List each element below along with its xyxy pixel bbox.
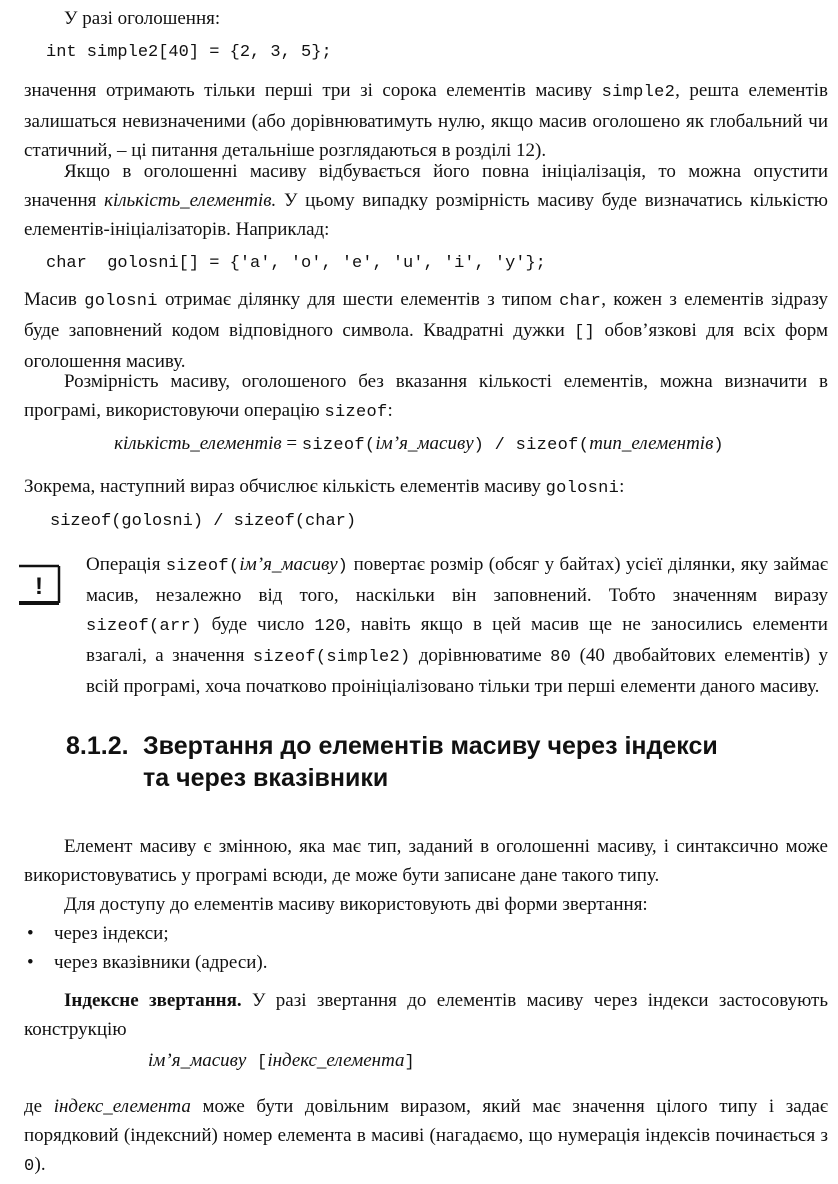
formula-operator: = [281, 433, 302, 454]
italic-term: ім’я_масиву [239, 554, 338, 575]
bullet-icon: • [27, 952, 34, 973]
bullet-icon: • [27, 923, 34, 944]
text-run: (40 двобайтових елементів) у всій програмі, хоча початково проініціалізовано тільки три перші елементи даного масиву. [86, 645, 829, 697]
text-run: Масив [24, 289, 85, 310]
bold-term: Індексне звертання. [64, 990, 242, 1011]
text-run: повертає розмір (обсяг у байтах) усієї ділянки, яку займає масив, незалежно від того, наскільки він заповнений. Тобто значенням виразу [86, 554, 828, 606]
text-run: дорівнюватиме [410, 645, 551, 666]
paragraph-index-explanation [24, 1092, 828, 1181]
list-item-text: через індекси; [54, 923, 169, 944]
formula-code: [ [246, 1053, 268, 1072]
text-run: : [387, 400, 393, 421]
paragraph-simple2-explanation [24, 76, 828, 165]
formula-element-count [0, 430, 838, 460]
paragraph-access-forms [24, 890, 828, 919]
formula-term: кількість_елементів [114, 433, 282, 454]
inline-code: sizeof(simple2) [252, 648, 411, 667]
text-run: значення отримають тільки перші три зі сорока елементів масиву [24, 80, 602, 101]
paragraph-text: Для доступу до елементів масиву використовують дві форми звертання: [64, 894, 648, 915]
code-golosni-declaration: char golosni[] = {'a', 'o', 'e', 'u', 'i', 'y'}; [46, 254, 546, 273]
text-run: Зокрема, наступний вираз обчислює кількість елементів масиву [24, 476, 546, 497]
paragraph-text: У разі оголошення: [64, 8, 221, 29]
text-run: : [619, 476, 625, 497]
inline-code: 80 [550, 648, 572, 667]
code-sizeof-expression: sizeof(golosni) / sizeof(char) [50, 512, 357, 531]
text-run: , навіть якщо в цей масив ще не заносились елементи взагалі, а значення [86, 614, 828, 666]
formula-index-construct [148, 1047, 748, 1077]
exclamation-note-icon [17, 563, 61, 607]
text-run: де [24, 1096, 54, 1117]
text-run: обов’язкові для всіх форм оголошення масиву. [24, 320, 828, 372]
note-icon-glyph: ! [35, 573, 43, 600]
italic-term: кількість_елементів. [104, 190, 277, 211]
inline-code: golosni [545, 479, 620, 498]
italic-term: індекс_елемента [53, 1096, 191, 1117]
inline-code: 0 [24, 1157, 35, 1176]
inline-code: simple2 [601, 83, 676, 102]
note-sizeof-array [86, 550, 828, 701]
inline-code: [] [574, 323, 596, 342]
section-number: 8.1.2. [66, 732, 129, 760]
formula-term: ім’я_масиву [375, 433, 474, 454]
inline-code: ) [337, 557, 349, 576]
list-item-text: через вказівники (адреси). [54, 952, 268, 973]
text-run: , кожен з елементів зідразу буде заповнений кодом відповідного символа. Квадратні дужки [24, 289, 828, 341]
list-item [24, 919, 828, 948]
paragraph-full-initialization [24, 157, 828, 244]
formula-term: ім’я_масиву [148, 1050, 247, 1071]
text-run: отримає ділянку для шести елементів з типом [157, 289, 560, 310]
paragraph-index-access [24, 986, 828, 1044]
paragraph-sizeof-example-intro [24, 472, 828, 503]
text-run: Розмірність масиву, оголошеного без вказання кількості елементів, можна визначити в програмі, використовуючи операцію [24, 371, 828, 421]
paragraph-golosni-explanation [24, 285, 828, 376]
section-heading [66, 730, 786, 794]
text-run: може бути довільним виразом, який має значення цілого типу і задає порядковий (індексний) номер елемента в масиві (нагадаємо, що нумерація індексів починається з [24, 1096, 828, 1146]
text-run: , решта елементів залишаться невизначеними (або дорівнюватимуть нулю, якщо масив оголошено як глобальний чи статичний, – ці питання детальніше розглядаються в розділі 12). [24, 80, 828, 161]
formula-code: ) [713, 436, 724, 455]
code-simple2-declaration: int simple2[40] = {2, 3, 5}; [46, 43, 332, 62]
formula-term: тип_елементів [589, 433, 714, 454]
text-run: буде число [201, 614, 315, 635]
section-title-line1: Звертання до елементів масиву через індекси [143, 732, 718, 760]
formula-term: індекс_елемента [267, 1050, 405, 1071]
formula-code: sizeof( [301, 436, 376, 455]
inline-code: sizeof(arr) [86, 617, 202, 636]
inline-code: char [559, 292, 602, 311]
inline-code: golosni [84, 292, 158, 311]
section-title-line2: та через вказівники [143, 764, 389, 792]
text-run: ). [34, 1154, 46, 1175]
inline-code: sizeof [324, 403, 388, 422]
paragraph-text: Елемент масиву є змінною, яка має тип, заданий в оголошенні масиву, і синтаксично може використовуватись у програмі всюди, де може бути записане дане такого типу. [24, 836, 828, 886]
access-forms-list [24, 919, 828, 977]
formula-code: ] [404, 1053, 416, 1072]
inline-code: sizeof( [165, 557, 240, 576]
paragraph-sizeof-intro [24, 367, 828, 427]
inline-code: 120 [314, 617, 346, 636]
text-run: Якщо в оголошенні масиву відбувається його повна ініціалізація, то можна опустити значення [24, 161, 828, 211]
list-item [24, 948, 828, 977]
text-run: У разі звертання до елементів масиву через індекси застосовують конструкцію [24, 990, 828, 1040]
text-run: У цьому випадку розмірність масиву буде визначатись кількістю елементів-ініціалізаторів. Наприклад: [24, 190, 828, 240]
paragraph-declaration-intro [24, 4, 828, 33]
formula-code: ) / sizeof( [473, 436, 590, 455]
paragraph-array-element-variable [24, 832, 828, 890]
text-run: Операція [86, 554, 166, 575]
